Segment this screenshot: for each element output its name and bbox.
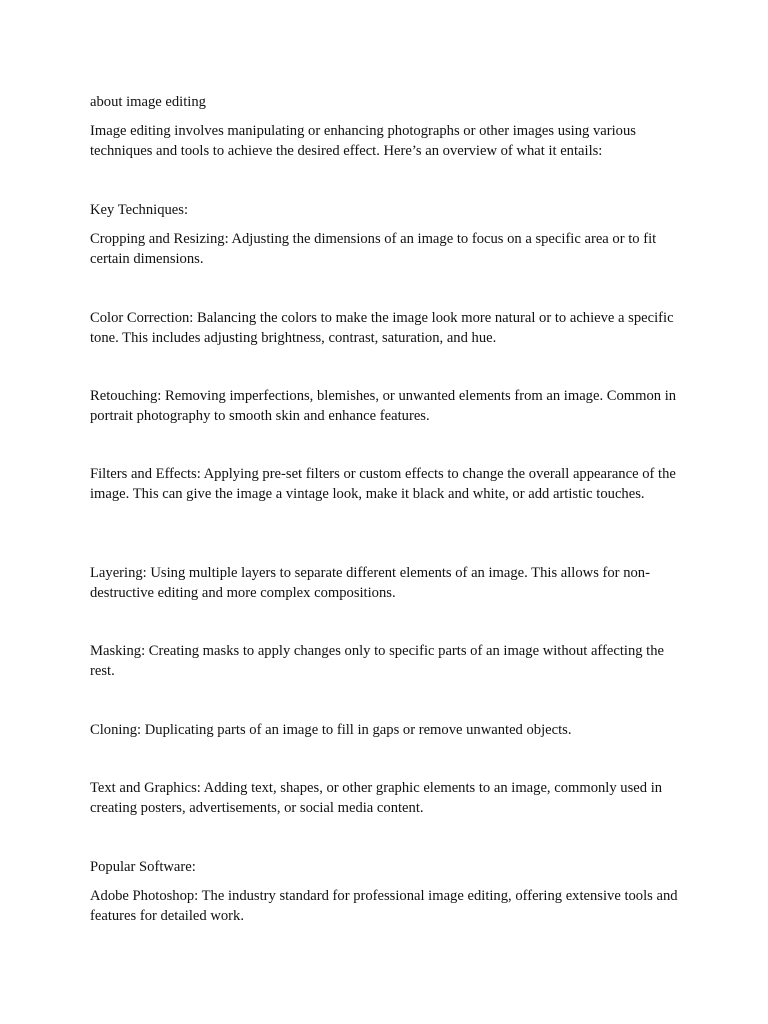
popular-software-heading: Popular Software:: [90, 859, 196, 875]
key-techniques-heading: Key Techniques:: [90, 202, 189, 218]
document-title: about image editing: [90, 94, 206, 110]
software-paragraph: Adobe Photoshop: The industry standard for professional image editing, offering extensive tools and features for detailed work.: [90, 888, 678, 924]
technique-paragraph: Cloning: Duplicating parts of an image to fill in gaps or remove unwanted objects.: [90, 722, 572, 738]
technique-paragraph: Filters and Effects: Applying pre-set filters or custom effects to change the overall appearance of the image. This can give the image a vintage look, make it black and white, or add artistic touches.: [90, 466, 676, 502]
technique-paragraph: Cropping and Resizing: Adjusting the dimensions of an image to focus on a specific area or to fit certain dimensions.: [90, 231, 657, 267]
technique-paragraph: Text and Graphics: Adding text, shapes, or other graphic elements to an image, commonly used in creating posters, advertisements, or social media content.: [90, 780, 663, 816]
intro-paragraph: Image editing involves manipulating or enhancing photographs or other images using various techniques and tools to achieve the desired effect. Here’s an overview of what it entails:: [90, 123, 636, 159]
technique-paragraph: Layering: Using multiple layers to separate different elements of an image. This allows for non-destructive editing and more complex compositions.: [90, 565, 650, 601]
technique-paragraph: Masking: Creating masks to apply changes only to specific parts of an image without affecting the rest.: [90, 643, 665, 679]
technique-paragraph: Color Correction: Balancing the colors to make the image look more natural or to achieve a specific tone. This includes adjusting brightness, contrast, saturation, and hue.: [90, 310, 674, 346]
technique-paragraph: Retouching: Removing imperfections, blemishes, or unwanted elements from an image. Common in portrait photography to smooth skin and enhance features.: [90, 388, 677, 424]
